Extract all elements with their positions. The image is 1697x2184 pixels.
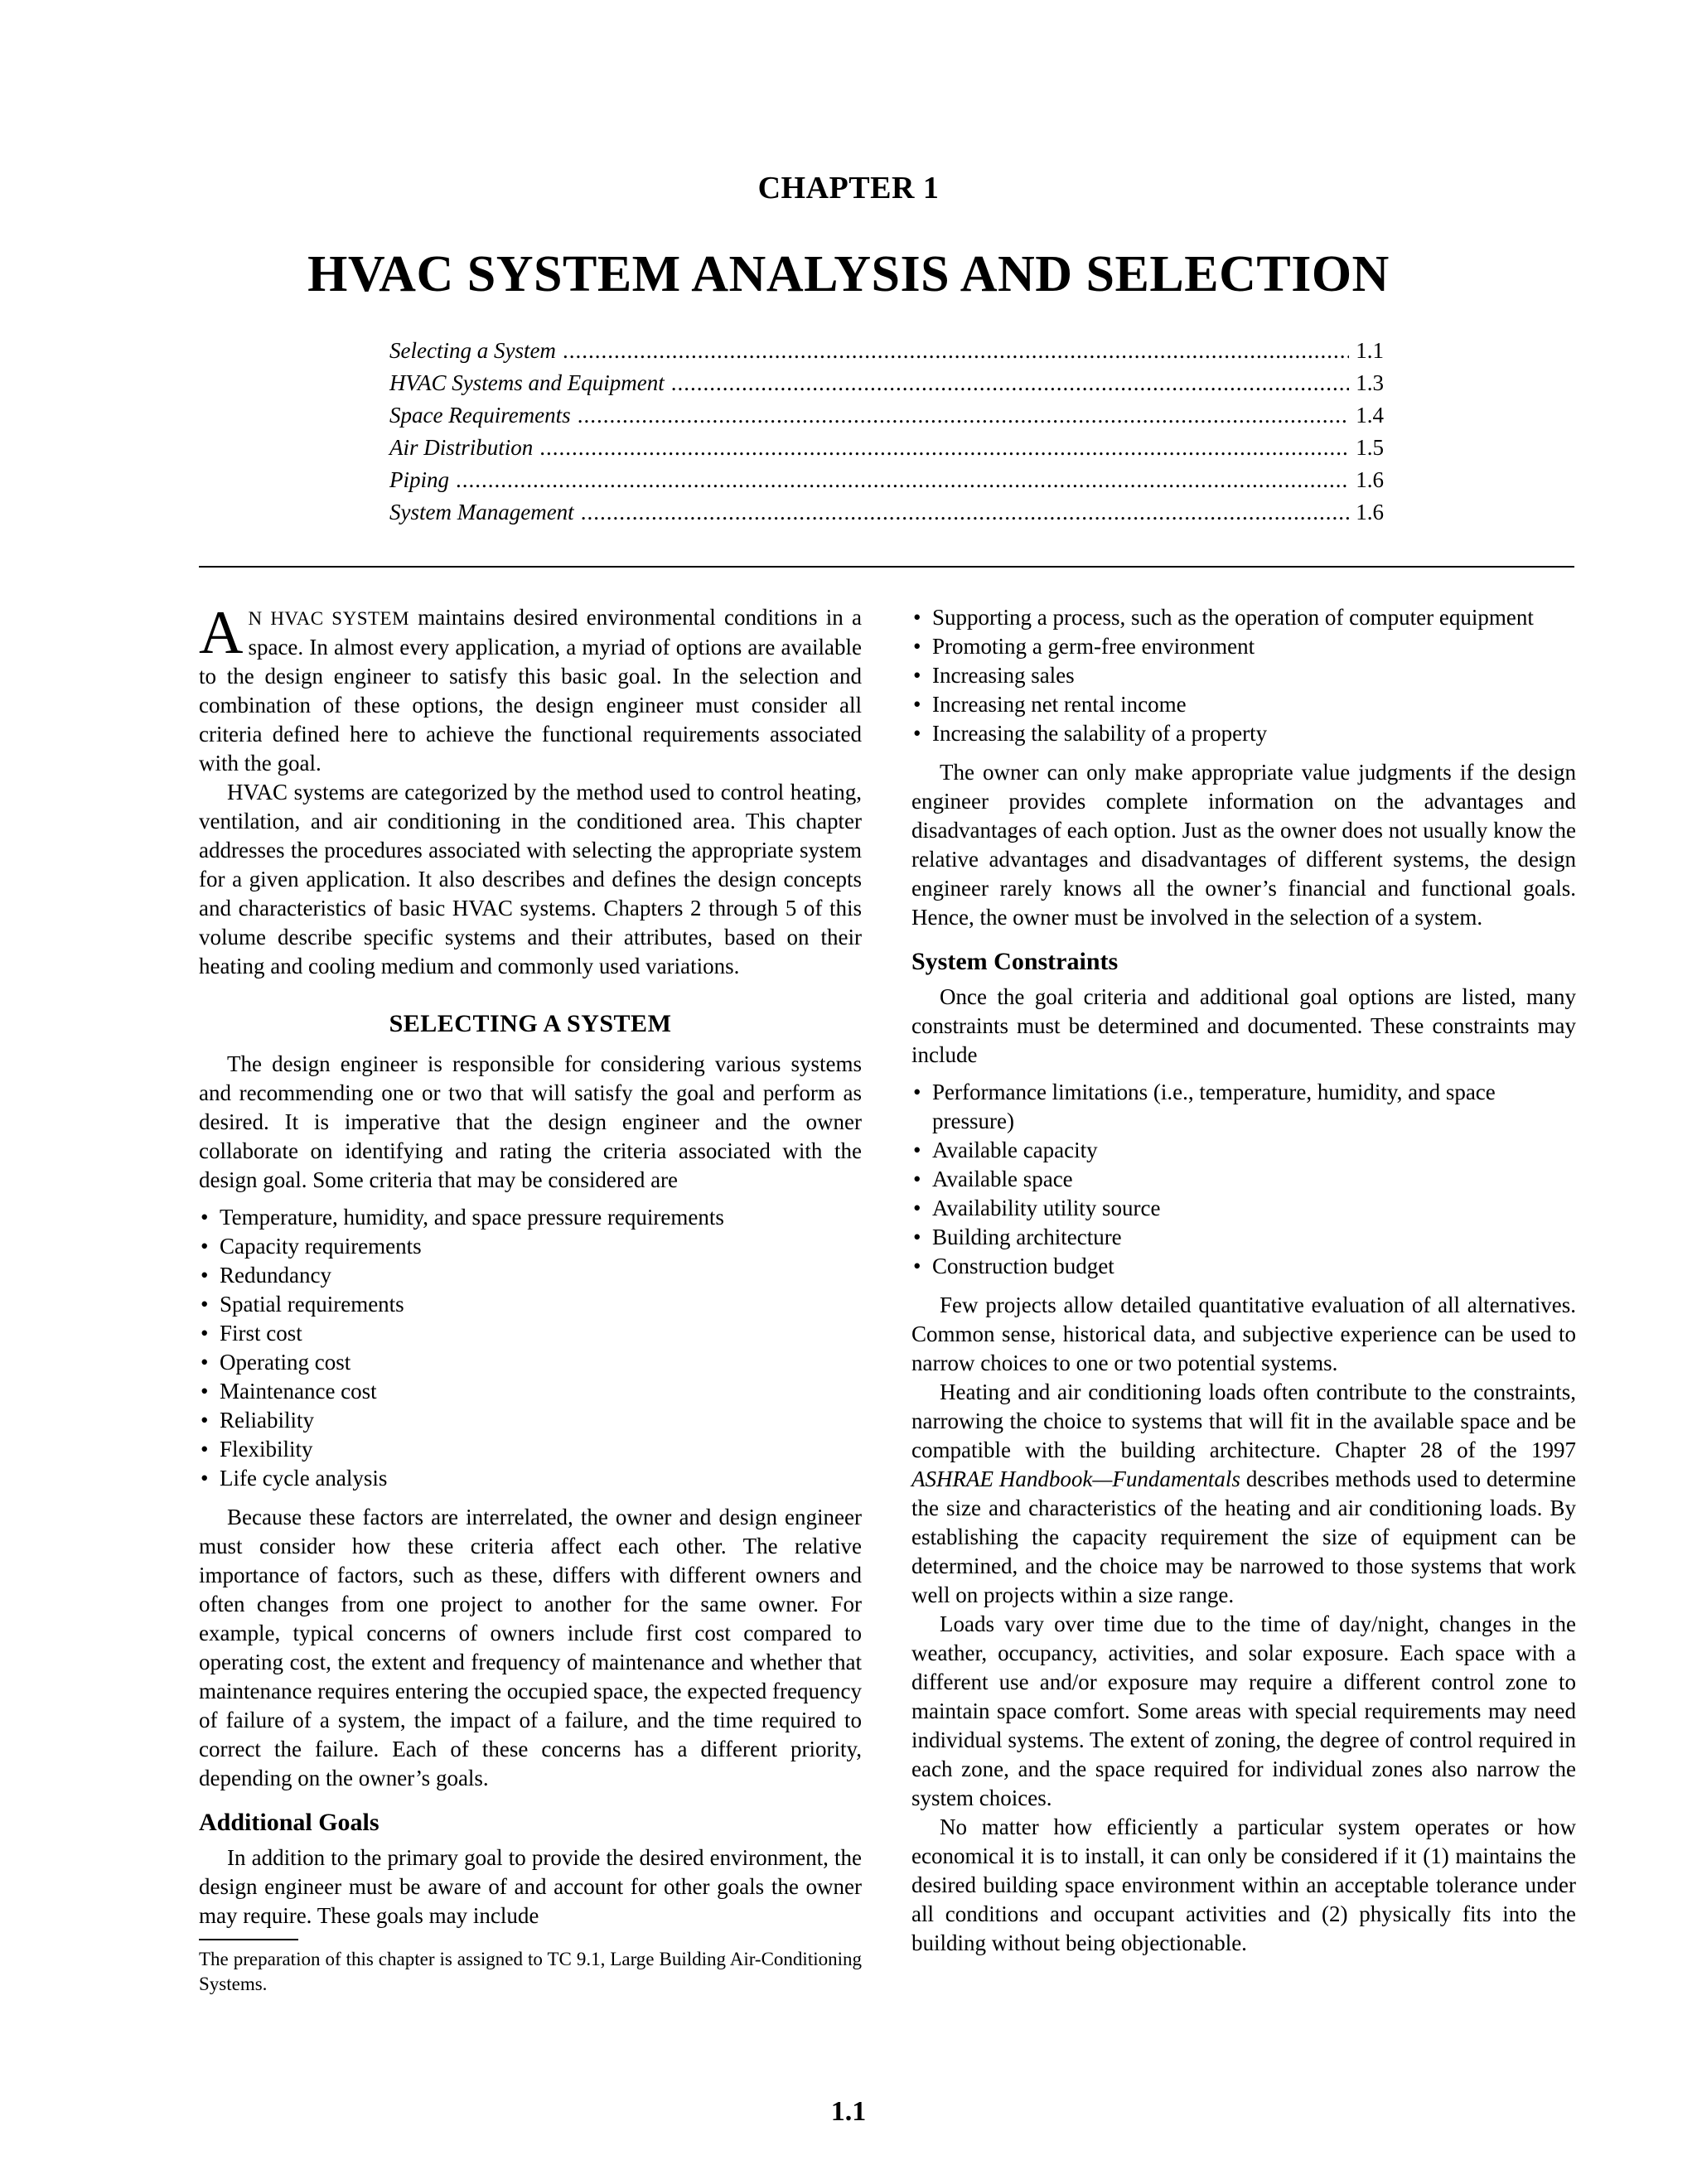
paragraph: Loads vary over time due to the time of day/night, changes in the weather, occupancy, activities, and solar exposure. Each space with a different use and/or exposure may require a different control zone to maintain space comfort. Some areas with special requirements may need individual systems. The extent of zoning, the degree of control required in each zone, and the space required for individual zones also narrow the system choices. [911, 1611, 1576, 1810]
list-item: • Construction budget [913, 1254, 1114, 1278]
section-heading-selecting: SELECTING A SYSTEM [389, 1010, 672, 1037]
list-item: • Temperature, humidity, and space pressure requirements [201, 1205, 724, 1230]
list-item: • Building architecture [913, 1225, 1122, 1249]
intro-small-caps: N HVAC SYSTEM [248, 608, 410, 629]
list-item: • Spatial requirements [201, 1292, 404, 1317]
list-item: • Increasing the salability of a property [913, 721, 1268, 746]
subsection-heading-system-constraints: System Constraints [911, 948, 1119, 975]
toc-row[interactable] [389, 500, 1384, 532]
list-item: • Increasing net rental income [913, 692, 1187, 717]
list-item: • First cost [201, 1321, 302, 1346]
toc-leader [456, 467, 1349, 493]
toc-row[interactable] [389, 467, 1384, 500]
paragraph: Heating and air conditioning loads often contribute to the constraints, narrowing the choice to systems that will fit in the available space and be compatible with the building architecture. Chapter 28 of the 1997 ASHRAE Handbook—Fundamentals describes methods used to determine the size and characteristics of the heating and air conditioning loads. By establishing the capacity requirement the size of equipment can be determined, and the choice may be narrowed to those systems that work well on projects within a size range. [911, 1379, 1576, 1607]
page-number: 1.1 [830, 2096, 867, 2127]
list-item: • Available space [913, 1167, 1073, 1191]
criteria-list [199, 1203, 862, 1493]
list-item: • Maintenance cost [201, 1379, 377, 1404]
footnote: The preparation of this chapter is assigned to TC 9.1, Large Building Air-Conditioning Systems. [199, 1949, 862, 1994]
toc-leader [539, 435, 1349, 461]
toc-label: System Management [389, 500, 574, 524]
paragraph: The owner can only make appropriate value judgments if the design engineer provides complete information on the advantages and disadvantages of each option. Just as the owner does not usually know the relative advantages and disadvantages of different systems, the design engineer rarely knows all the owner’s financial and functional goals. Hence, the owner must be involved in the selection of a system. [911, 760, 1576, 930]
toc-leader [671, 370, 1350, 396]
toc-page: 1.4 [1356, 403, 1384, 428]
drop-cap: A [199, 599, 244, 667]
toc-page: 1.1 [1356, 338, 1384, 363]
intro-text: maintains desired environmental conditions in a space. In almost every application, a myriad of options are available to the design engineer to satisfy this basic goal. In the selection and combination of these options, the design engineer must consider all criteria defined here to achieve the functional requirements associated with the goal. [199, 605, 862, 776]
list-item: • Performance limitations (i.e., temperature, humidity, and space pressure) [913, 1080, 1496, 1133]
table-of-contents [389, 338, 1384, 532]
paragraph: The design engineer is responsible for considering various systems and recommending one or two that will satisfy the goal and perform as desired. It is imperative that the design engineer and the owner collaborate on identifying and rating the criteria associated with the design goal. Some criteria that may be considered are [199, 1051, 862, 1192]
toc-leader [563, 338, 1349, 364]
toc-row[interactable] [389, 338, 1384, 370]
list-item: • Operating cost [201, 1350, 351, 1375]
list-item: • Promoting a germ-free environment [913, 634, 1255, 659]
toc-row[interactable] [389, 403, 1384, 435]
header-divider [199, 566, 1574, 568]
paragraph: Few projects allow detailed quantitative evaluation of all alternatives. Common sense, historical data, and subjective experience can be used to narrow choices to one or two potential systems. [911, 1293, 1576, 1375]
list-item: • Capacity requirements [201, 1234, 422, 1259]
toc-label: Space Requirements [389, 403, 571, 428]
list-item: • Reliability [201, 1408, 314, 1433]
paragraph: Once the goal criteria and additional goal options are listed, many constraints must be determined and documented. These constraints may include [911, 984, 1576, 1067]
toc-page: 1.6 [1356, 500, 1384, 524]
footnote-divider [199, 1939, 298, 1940]
toc-label: Air Distribution [389, 435, 534, 460]
list-item: • Supporting a process, such as the operation of computer equipment [913, 605, 1534, 630]
list-item: • Available capacity [913, 1138, 1098, 1162]
toc-label: Piping [389, 467, 449, 492]
list-item: • Flexibility [201, 1437, 313, 1462]
intro-paragraph [199, 599, 862, 778]
toc-label: HVAC Systems and Equipment [389, 370, 665, 395]
constraints-list [911, 1078, 1576, 1281]
left-column [199, 599, 862, 1997]
list-item: • Life cycle analysis [201, 1466, 388, 1491]
toc-row[interactable] [389, 370, 1384, 403]
subsection-heading-additional-goals: Additional Goals [199, 1809, 380, 1836]
toc-row[interactable] [389, 435, 1384, 467]
list-item: • Redundancy [201, 1263, 331, 1288]
toc-leader [578, 403, 1350, 428]
goals-list [911, 603, 1576, 748]
toc-leader [581, 500, 1350, 525]
toc-page: 1.5 [1356, 435, 1384, 460]
toc-page: 1.3 [1356, 370, 1384, 395]
toc-label: Selecting a System [389, 338, 556, 363]
paragraph: In addition to the primary goal to provide the desired environment, the design engineer must be aware of and account for other goals the owner may require. These goals may include [199, 1845, 862, 1928]
toc-page: 1.6 [1356, 467, 1384, 492]
handbook-reference: ASHRAE Handbook—Fundamentals [911, 1466, 1240, 1491]
paragraph: No matter how efficiently a particular system operates or how economical it is to install, it can only be considered if it (1) maintains the desired building space environment within an acceptable tolerance under all conditions and occupant activities and (2) physically fits into the building without being objectionable. [911, 1814, 1576, 1955]
right-column [911, 603, 1576, 1958]
paragraph: HVAC systems are categorized by the method used to control heating, ventilation, and air conditioning in the conditioned area. This chapter addresses the procedures associated with selecting the appropriate system for a given application. It also describes and defines the design concepts and characteristics of basic HVAC systems. Chapters 2 through 5 of this volume describe specific systems and their attributes, based on their heating and cooling medium and commonly used variations. [199, 780, 862, 978]
chapter-number: CHAPTER 1 [757, 171, 940, 205]
paragraph: Because these factors are interrelated, the owner and design engineer must consider how these criteria affect each other. The relative importance of factors, such as these, differs with different owners and often changes from one project to another for the same owner. For example, typical concerns of owners include first cost compared to operating cost, the extent and frequency of maintenance and whether that maintenance requires entering the occupied space, the expected frequency of failure of a system, the impact of a failure, and the time required to correct the failure. Each of these concerns has a different priority, depending on the owner’s goals. [199, 1505, 862, 1790]
list-item: • Availability utility source [913, 1196, 1161, 1220]
list-item: • Increasing sales [913, 663, 1075, 688]
chapter-title: HVAC SYSTEM ANALYSIS AND SELECTION [307, 246, 1390, 302]
